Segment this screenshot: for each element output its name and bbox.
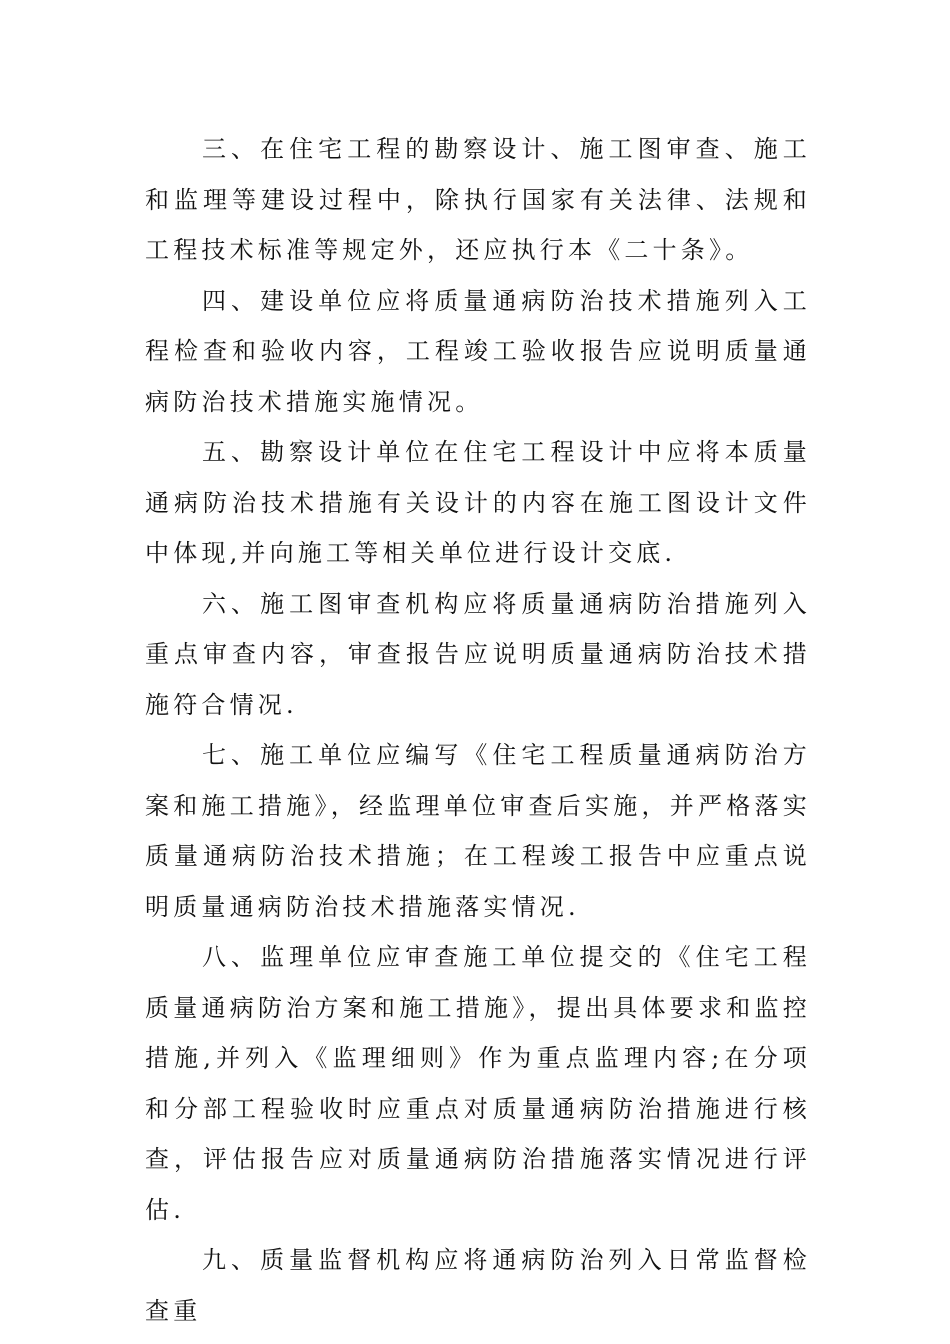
paragraph-clause-7: 七、施工单位应编写《住宅工程质量通病防治方案和施工措施》，经监理单位审查后实施，并严格落实质量通病防治技术措施；在工程竣工报告中应重点说明质量通病防治技术措施落实情况. bbox=[145, 741, 811, 921]
paragraph-clause-6: 六、施工图审查机构应将质量通病防治措施列入重点审查内容，审查报告应说明质量通病防治技术措施符合情况. bbox=[145, 589, 811, 719]
paragraph-clause-4: 四、建设单位应将质量通病防治技术措施列入工程检查和验收内容，工程竣工验收报告应说明质量通病防治技术措施实施情况。 bbox=[145, 286, 811, 416]
paragraph-clause-5: 五、勘察设计单位在住宅工程设计中应将本质量通病防治技术措施有关设计的内容在施工图设计文件中体现,并向施工等相关单位进行设计交底. bbox=[145, 438, 811, 567]
paragraph-clause-8: 八、监理单位应审查施工单位提交的《住宅工程质量通病防治方案和施工措施》，提出具体要求和监控措施,并列入《监理细则》作为重点监理内容;在分项和分部工程验收时应重点对质量通病防治措施进行核查，评估报告应对质量通病防治措施落实情况进行评估. bbox=[145, 943, 811, 1224]
paragraph-clause-9: 九、质量监督机构应将通病防治列入日常监督检查重 bbox=[145, 1246, 811, 1325]
paragraph-clause-3: 三、在住宅工程的勘察设计、施工图审查、施工和监理等建设过程中，除执行国家有关法律、法规和工程技术标准等规定外，还应执行本《二十条》。 bbox=[145, 135, 811, 264]
document-body bbox=[145, 124, 811, 1336]
